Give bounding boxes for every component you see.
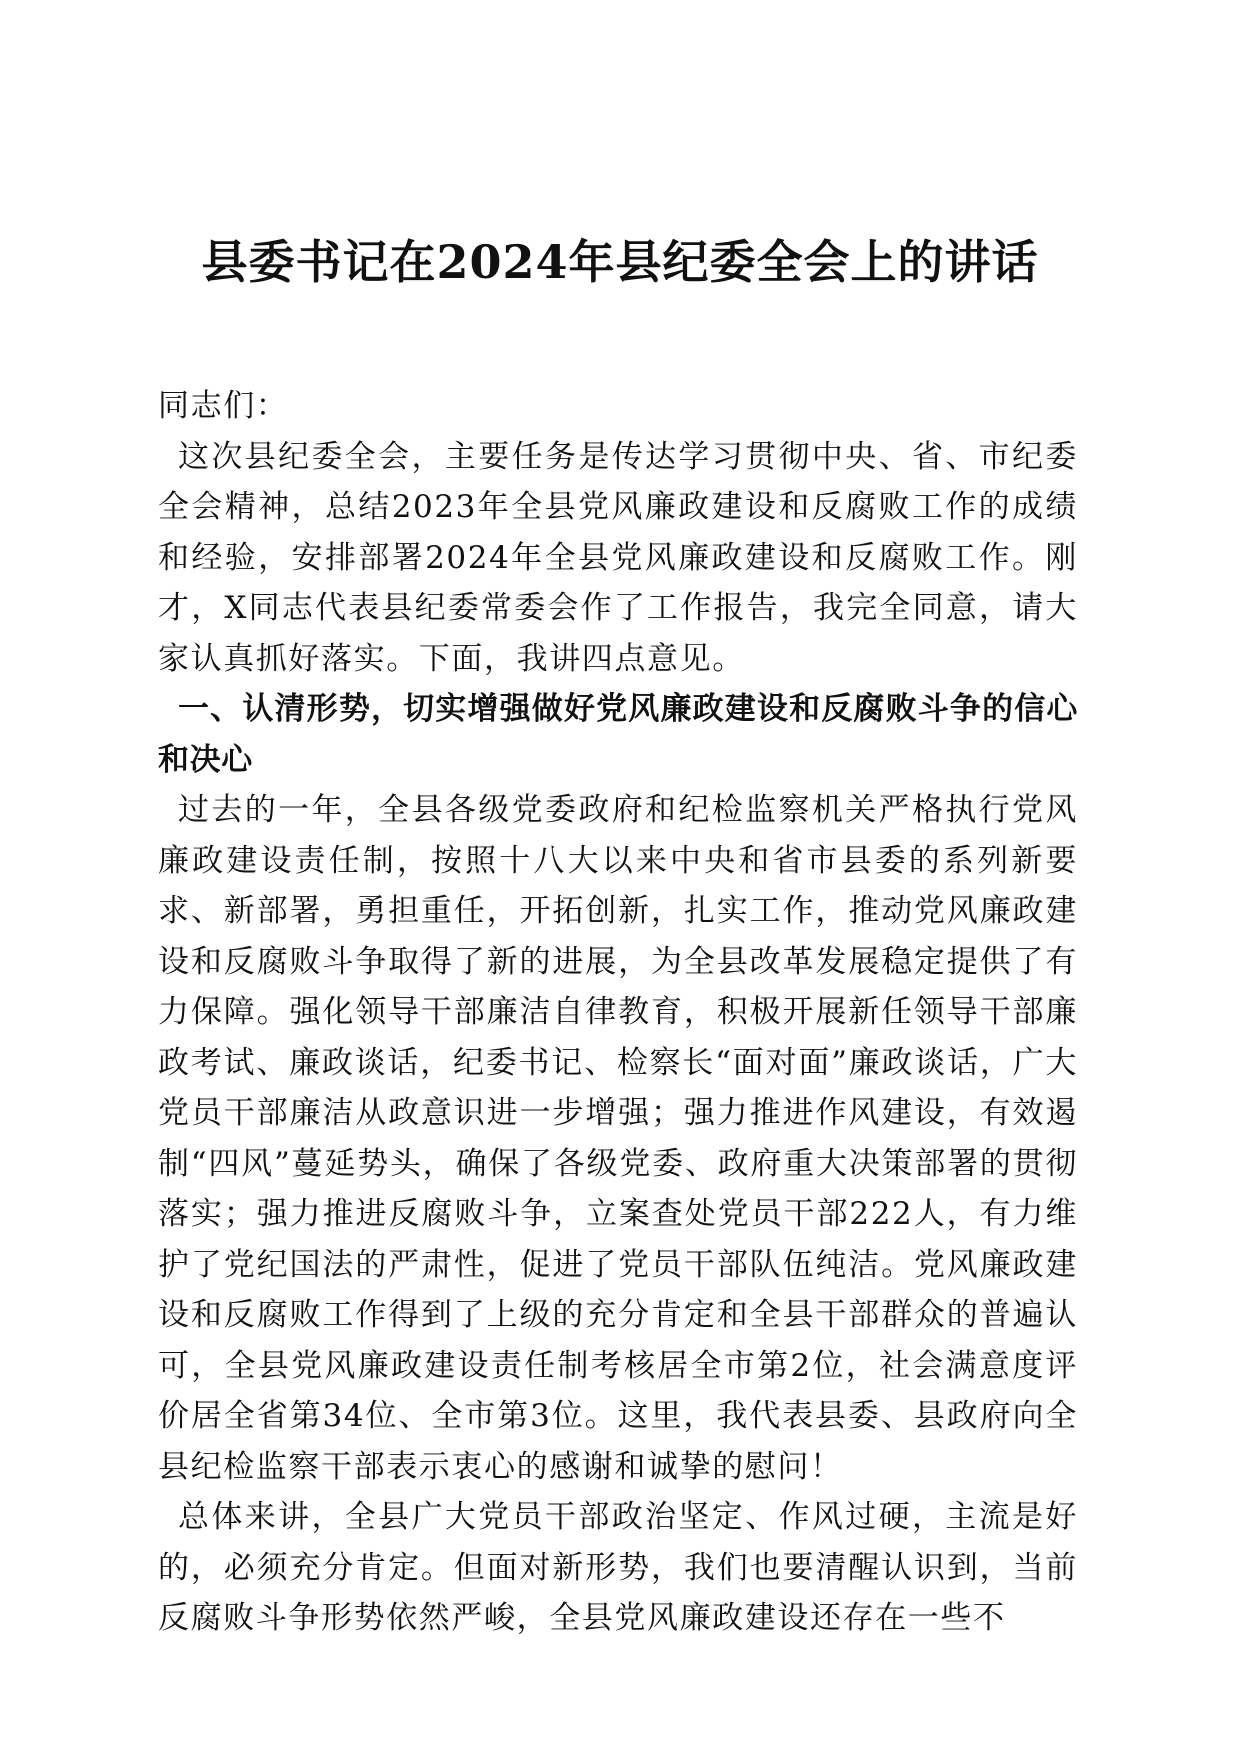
intro-paragraph: 这次县纪委全会，主要任务是传达学习贯彻中央、省、市纪委全会精神，总结2023年全县党风廉政建设和反腐败工作的成绩和经验，安排部署2024年全县党风廉政建设和反腐败工作。刚才，X同志代表县纪委常委会作了工作报告，我完全同意，请大家认真抓好落实。下面，我讲四点意见。 (158, 438, 1078, 677)
document-body (158, 381, 1078, 1644)
section-1-heading: 一、认清形势，切实增强做好党风廉政建设和反腐败斗争的信心和决心 (158, 691, 1078, 778)
salutation: 同志们： (158, 388, 289, 424)
section-1-paragraph-2: 总体来讲，全县广大党员干部政治坚定、作风过硬，主流是好的，必须充分肯定。但面对新形势，我们也要清醒认识到，当前反腐败斗争形势依然严峻，全县党风廉政建设还存在一些不 (158, 1499, 1078, 1636)
document-title: 县委书记在2024年县纪委全会上的讲话 (201, 235, 1039, 289)
section-1-paragraph-1: 过去的一年，全县各级党委政府和纪检监察机关严格执行党风廉政建设责任制，按照十八大以来中央和省市县委的系列新要求、新部署，勇担重任，开拓创新，扎实工作，推动党风廉政建设和反腐败斗争取得了新的进展，为全县改革发展稳定提供了有力保障。强化领导干部廉洁自律教育，积极开展新任领导干部廉政考试、廉政谈话，纪委书记、检察长“面对面”廉政谈话，广大党员干部廉洁从政意识进一步增强；强力推进作风建设，有效遏制“四风”蔓延势头，确保了各级党委、政府重大决策部署的贯彻落实；强力推进反腐败斗争，立案查处党员干部222人，有力维护了党纪国法的严肃性，促进了党员干部队伍纯洁。党风廉政建设和反腐败工作得到了上级的充分肯定和全县干部群众的普遍认可，全县党风廉政建设责任制考核居全市第2位，社会满意度评价居全省第34位、全市第3位。这里，我代表县委、县政府向全县纪检监察干部表示衷心的感谢和诚挚的慰问！ (158, 792, 1078, 1485)
